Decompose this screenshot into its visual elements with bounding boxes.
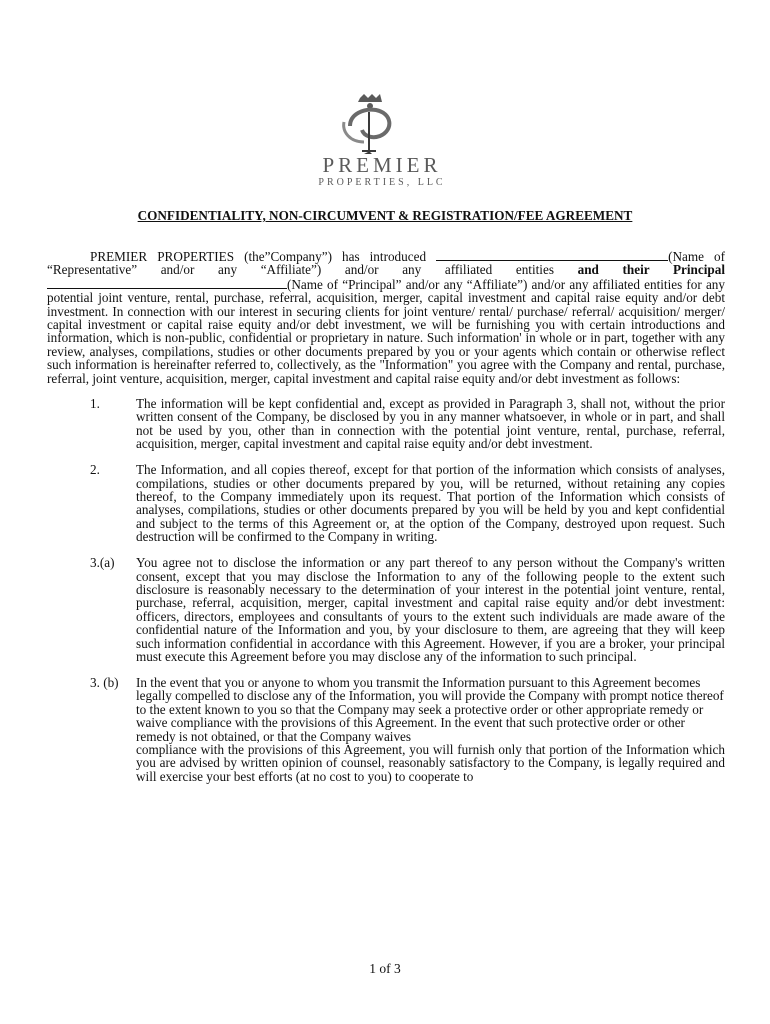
principal-name-blank <box>47 277 287 289</box>
svg-text:PREMIER: PREMIER <box>322 153 442 177</box>
clause-text-block <box>136 676 725 783</box>
clause-text: You agree not to disclose the information or any part thereof to any person without the Company's written consent, except that you may disclose the Information to any of the following people to the extent such disclosure is reasonably necessary to the determination of your interest in the potential joint venture, rental, purchase, referral, acquisition, merger, capital investment and capital raise equity and/or debt investment: officers, directors, employees and consultants of yours to the extent such individuals are made aware of the confidential nature of the Information and you, by your disclosure to them, are agreeing that they will keep such information confidential in accordance with this Agreement. However, if you are a broker, your principal must execute this Agreement before you may disclose any of the information to such principal. <box>136 555 725 664</box>
intro-bold-text: and their Principal <box>577 262 726 278</box>
clause-number: 3.(a) <box>90 555 115 571</box>
company-logo <box>284 92 480 192</box>
clause-number: 1. <box>90 396 100 412</box>
clause-item <box>47 463 725 543</box>
agreement-title: CONFIDENTIALITY, NON-CIRCUMVENT & REGISTRATION/FEE AGREEMENT <box>137 208 633 223</box>
clause-text-continued: compliance with the provisions of this Agreement, you will furnish only that portion of the Information which you are advised by written opinion of counsel, reasonably satisfactory to the Company, is legally required and will exercise your best efforts (at no cost to you) to cooperate to <box>136 741 725 784</box>
clause-text: The information will be kept confidential and, except as provided in Paragraph 3, shall not, without the prior written consent of the Company, be disclosed by you in any manner whatsoever, in whole or in part, and shall not be used by you, other than in connection with the potential joint venture, rental, purchase, referral, acquisition, merger, capital investment and capital raise equity and/or debt investment. <box>136 396 725 452</box>
clause-item <box>47 556 725 663</box>
intro-text-2: (Name of “Representative” and/or any “Affiliate”) and/or any affiliated entities <box>47 249 725 278</box>
clause-text: In the event that you or anyone to whom you transmit the Information pursuant to this Agreement becomes legally compelled to disclose any of the Information, you will provide the Company with prompt notice thereof to the extent known to you so that the Company may seek a protective order or other appropriate remedy or waive compliance with the provisions of this Agreement. In the event that such protective order or other remedy is not obtained, or that the Company waives <box>136 674 724 744</box>
clause-number: 3. (b) <box>90 674 119 690</box>
clause-item <box>47 676 725 783</box>
svg-text:PROPERTIES, LLC: PROPERTIES, LLC <box>318 177 446 188</box>
intro-text-1: PREMIER PROPERTIES (the”Company”) has introduced <box>90 249 437 264</box>
clause-text: The Information, and all copies thereof, except for that portion of the information which consists of analyses, compilations, studies or other documents prepared by you, will be returned, without retaining any copies thereof, to the Company immediately upon its request. That portion of the Information which consists of analyses, compilations, studies or other documents prepared by you will be held by you and kept confidential and subject to the terms of this Agreement or, at the option of the Company, destroyed upon request. Such destruction will be confirmed to the Company in writing. <box>136 462 725 545</box>
premier-logo-icon <box>284 92 480 192</box>
clause-number: 2. <box>90 462 100 478</box>
intro-text-3: (Name of “Principal” and/or any “Affiliate”) and/or any affiliated entities for any potential joint venture, rental, purchase, referral, acquisition, merger, capital investment and capital raise equity and/or debt investment. In connection with our interest in securing clients for joint venture/ rental/ purchase/ referral/ acquisition/ merger/ capital investment or capital raise equity and/or debt investment, we will be furnishing you with certain introductions and information, which is non-public, confidential or proprietary in nature. Such information' in whole or in part, together with any review, analyses, compilations, studies or other documents prepared by you or your agents which contain or otherwise reflect such information is hereinafter referred to, collectively, as the "Information" you agree with the Company and rental, purchase, referral, joint venture, acquisition, merger, capital investment and capital raise equity and/or debt investment as follows: <box>47 276 725 386</box>
page-number: 1 of 3 <box>369 961 401 976</box>
clause-list <box>47 397 725 783</box>
intro-paragraph <box>47 249 725 385</box>
clause-item <box>47 397 725 451</box>
representative-name-blank <box>436 249 668 261</box>
agreement-body <box>47 249 725 796</box>
